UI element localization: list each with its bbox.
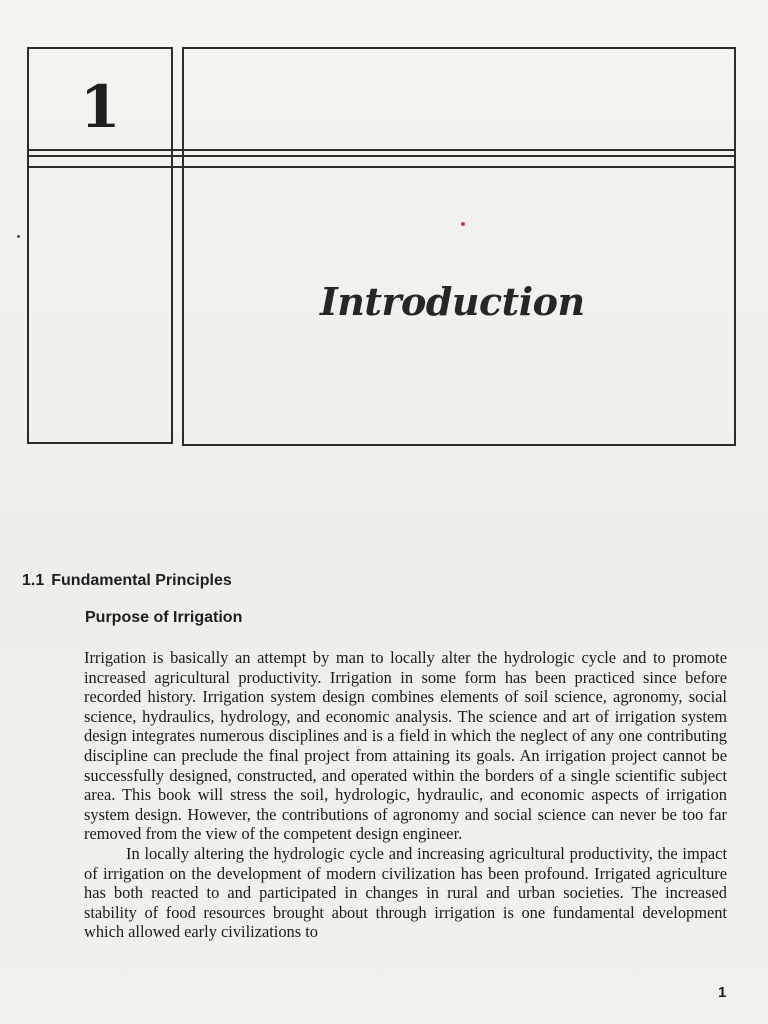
chapter-title: Introduction xyxy=(320,279,585,324)
section-heading xyxy=(22,572,232,590)
body-text xyxy=(84,648,727,942)
frame-rule-bottom xyxy=(27,166,736,168)
subsection-heading: Purpose of Irrigation xyxy=(85,609,243,626)
frame-rule-middle xyxy=(27,155,736,157)
paragraph-1: Irrigation is basically an attempt by man to locally alter the hydrologic cycle and to promote increased agricultural productivity. Irrigation in some form has been practiced since before recorded history. Irrigation system design combines elements of soil science, agronomy, social science, hydraulics, hydrology, and economic analysis. The science and art of irrigation system design integrates numerous disciplines and is a field in which the neglect of any one contributing discipline can preclude the final project from attaining its goals. An irrigation project cannot be successfully designed, constructed, and operated within the borders of a single scientific subject area. This book will stress the soil, hydrologic, hydraulic, and economic aspects of irrigation system design. However, the contributions of agronomy and social science can never be too far removed from the view of the competent design engineer. xyxy=(84,648,727,844)
paragraph-2: In locally altering the hydrologic cycle and increasing agricultural productivity, the impact of irrigation on the development of modern civilization has been profound. Irrigated agriculture has both reacted to and participated in changes in rural and urban societies. The increased stability of food resources brought about through irrigation is one fundamental development which allowed early civilizations to xyxy=(84,843,727,942)
page-number: 1 xyxy=(718,984,727,1001)
ink-dot-mark xyxy=(461,222,465,226)
chapter-number: 1 xyxy=(80,73,121,141)
frame-rule-top xyxy=(27,149,736,151)
chapter-title-box xyxy=(182,47,736,446)
stray-dot-mark xyxy=(17,235,20,238)
section-title: Fundamental Principles xyxy=(51,572,232,589)
section-number: 1.1 xyxy=(22,572,45,589)
